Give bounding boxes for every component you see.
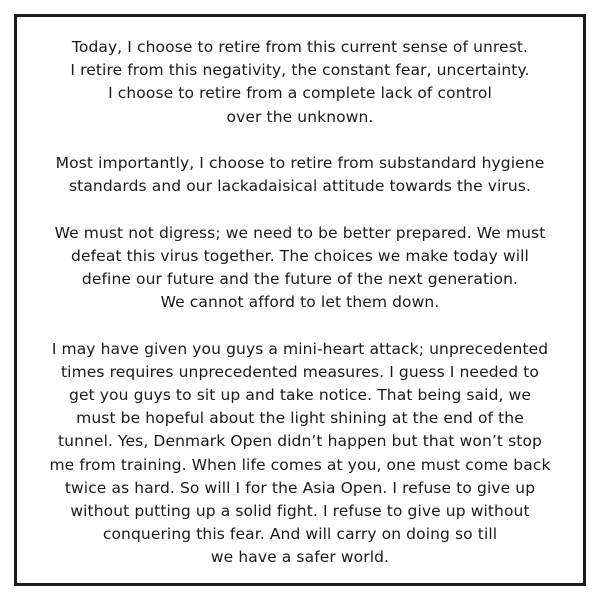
text-line: I may have given you guys a mini-heart attack; unprecedented: [51, 339, 549, 358]
paragraph-retire-unrest: [17, 36, 583, 129]
text-line: me from training. When life comes at you, one must come back: [49, 455, 551, 474]
statement-frame: [14, 14, 586, 586]
text-line: twice as hard. So will I for the Asia Open. I refuse to give up: [64, 478, 536, 497]
text-line: We cannot afford to let them down.: [160, 293, 440, 312]
text-line: defeat this virus together. The choices we make today will: [71, 246, 529, 265]
paragraph-prepared: [17, 222, 583, 315]
text-line: tunnel. Yes, Denmark Open didn’t happen but that won’t stop: [57, 432, 542, 451]
paragraph-hopeful: [17, 338, 583, 570]
text-line: times requires unprecedented measures. I guess I needed to: [60, 362, 540, 381]
text-line: define our future and the future of the next generation.: [81, 270, 519, 288]
paragraph-hygiene: [17, 152, 583, 198]
statement-text: [17, 36, 583, 593]
text-line: conquering this fear. And will carry on doing so till: [102, 525, 498, 544]
text-line: Today, I choose to retire from this current sense of unrest.: [71, 38, 529, 56]
text-line: over the unknown.: [226, 107, 374, 126]
text-line: we have a safer world.: [210, 548, 390, 567]
text-line: must be hopeful about the light shining at the end of the: [76, 409, 524, 428]
text-line: We must not digress; we need to be better prepared. We must: [54, 223, 546, 242]
text-line: I retire from this negativity, the constant fear, uncertainty.: [70, 61, 530, 80]
text-line: I choose to retire from a complete lack of control: [108, 84, 492, 103]
text-line: standards and our lackadaisical attitude towards the virus.: [68, 177, 532, 196]
text-line: get you guys to sit up and take notice. That being said, we: [69, 386, 531, 404]
text-line: Most importantly, I choose to retire from substandard hygiene: [55, 154, 545, 172]
text-line: without putting up a solid fight. I refuse to give up without: [70, 502, 530, 521]
